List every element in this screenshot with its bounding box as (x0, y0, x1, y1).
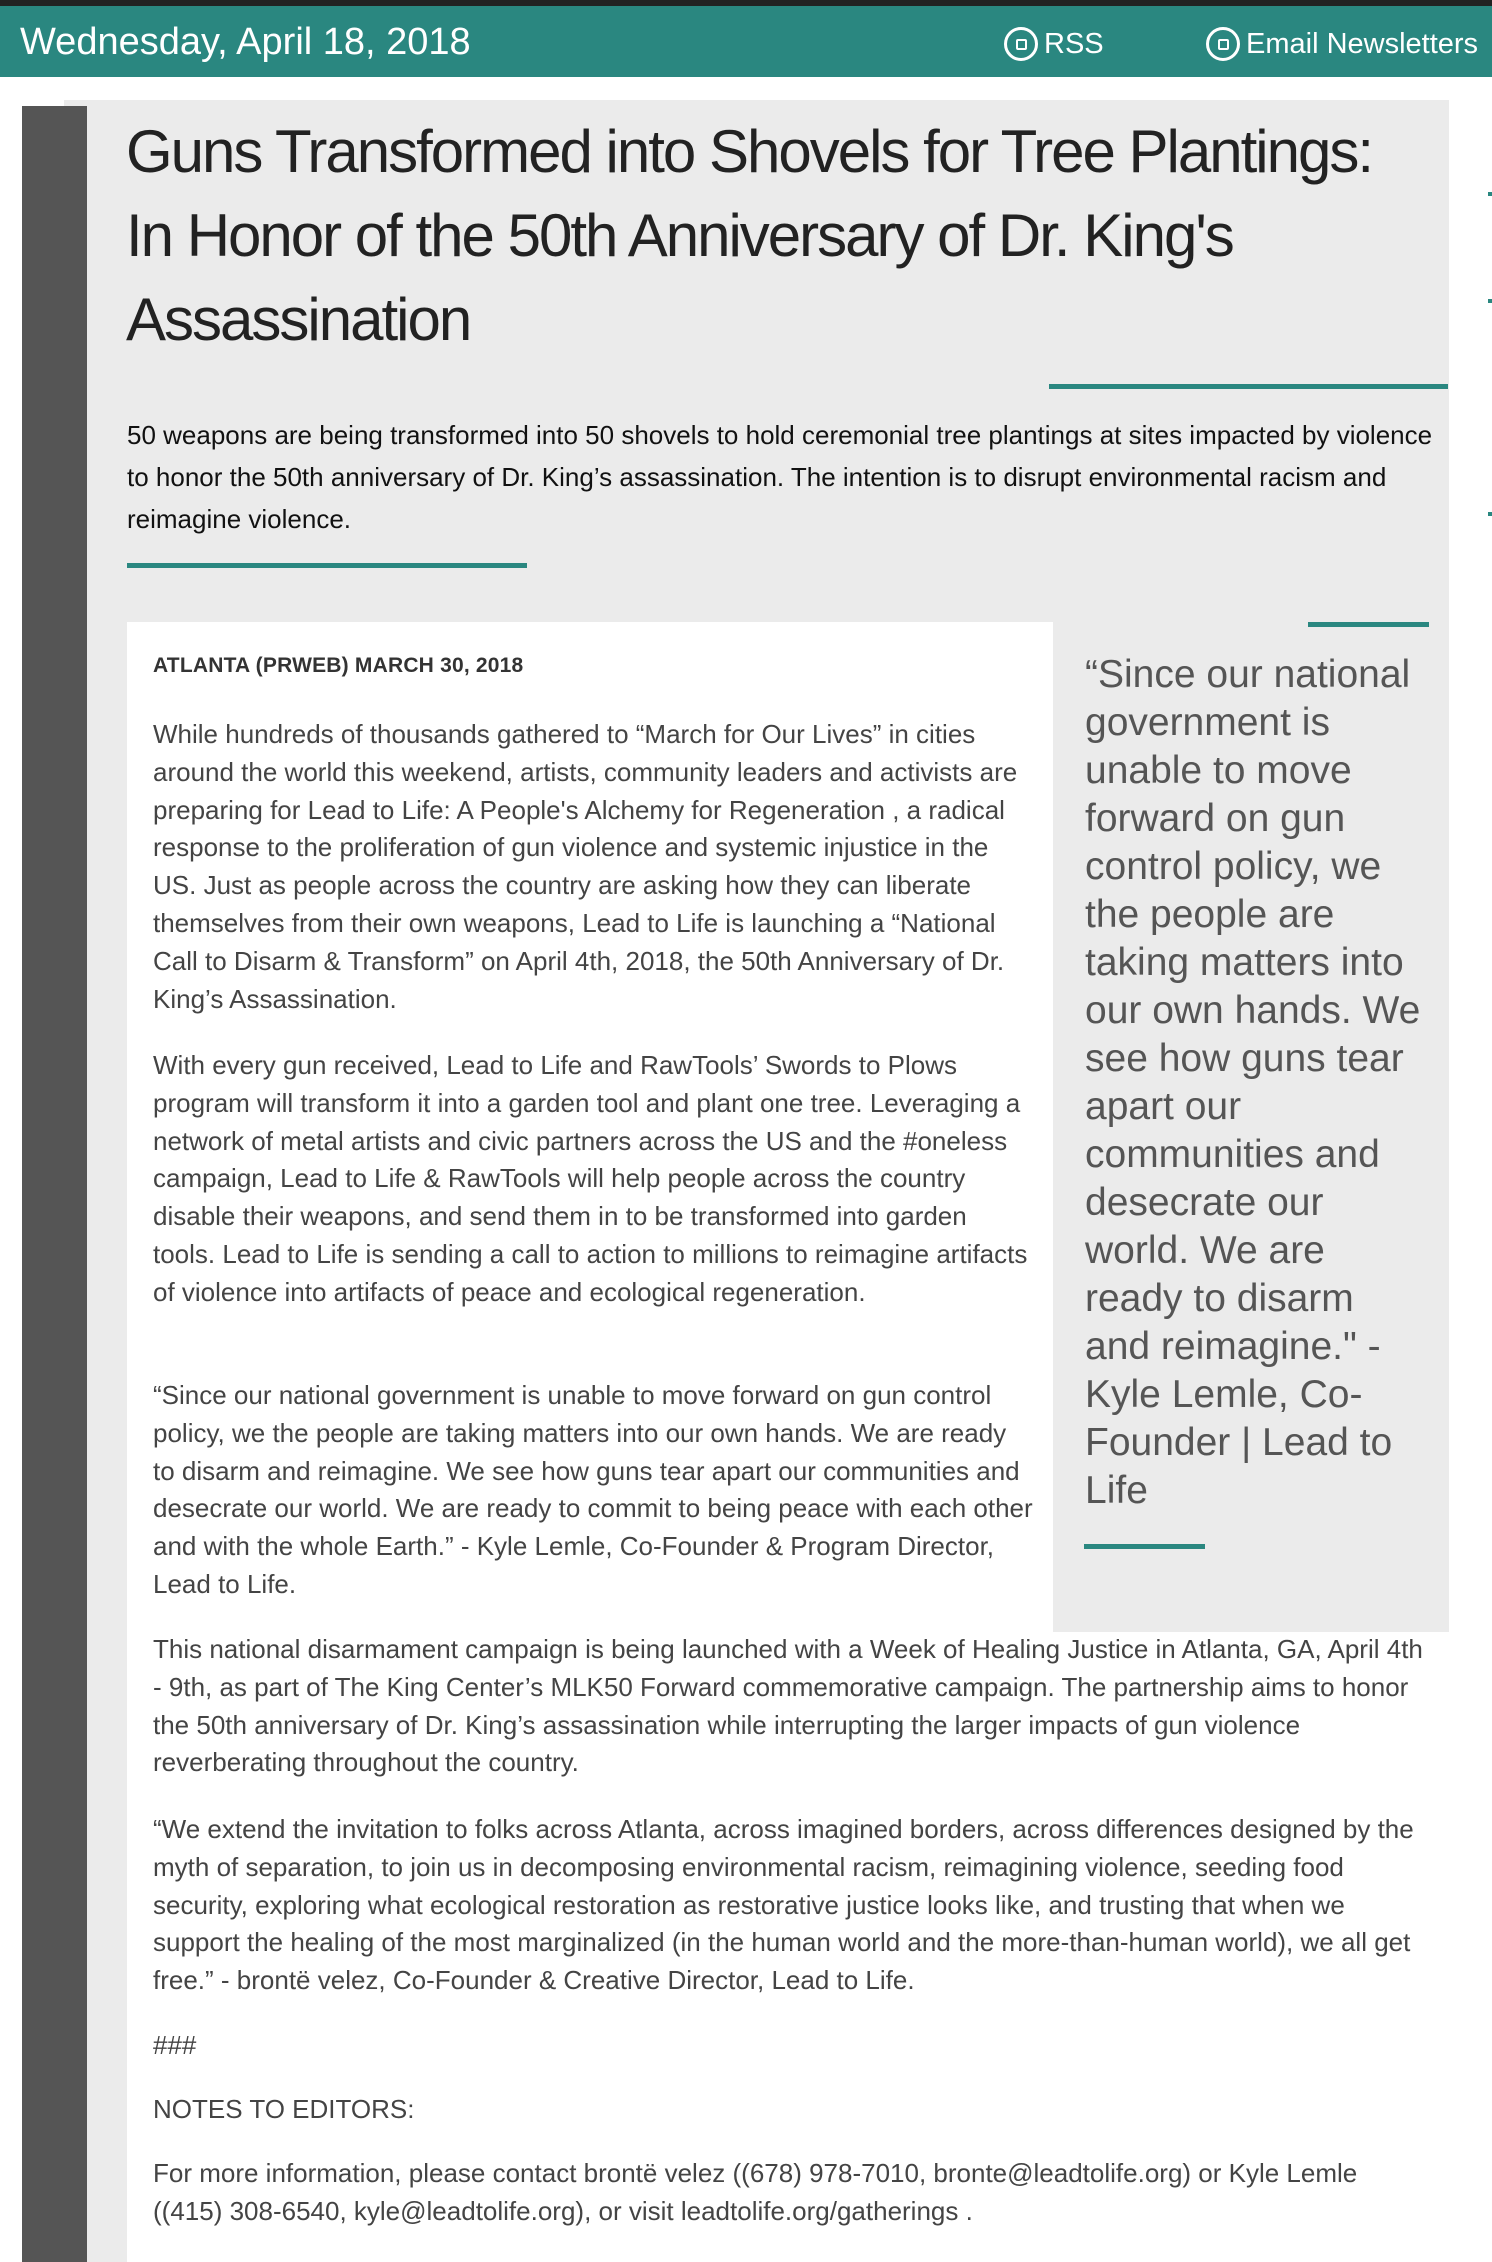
top-bar (0, 6, 1492, 77)
email-newsletters-label: Email Newsletters (1246, 27, 1479, 60)
rss-label: RSS (1044, 27, 1104, 60)
paragraph-3: “Since our national government is unable to move forward on gun control policy, we the people are taking matters into our own hands. We are ready to disarm and reimagine. We see how guns tear apart our communities and desecrate our world. We are ready to commit to being peace with each other and with the whole Earth.” - Kyle Lemle, Co-Founder & Program Director, Lead to Life. (153, 1380, 1033, 1599)
left-accent-bar (22, 106, 87, 2262)
quote-top-rule (1308, 622, 1429, 627)
article-title: Guns Transformed into Shovels for Tree Plantings: In Honor of the 50th Anniversary of Dr. King's Assassination (126, 118, 1372, 353)
rss-icon (1004, 27, 1038, 61)
title-divider (1049, 384, 1448, 389)
paragraph-4: This national disarmament campaign is being launched with a Week of Healing Justice in Atlanta, GA, April 4th - 9th, as part of The King Center’s MLK50 Forward commemorative campaign. The partnership aims to honor the 50th anniversary of Dr. King’s assassination while interrupting the larger impacts of gun violence reverberating throughout the country. (153, 1634, 1423, 1778)
article-dateline: ATLANTA (PRWEB) MARCH 30, 2018 (153, 654, 524, 677)
quote-bottom-rule (1084, 1544, 1205, 1549)
notes-heading: NOTES TO EDITORS: (153, 2094, 415, 2124)
paragraph-separator: ### (153, 2030, 197, 2060)
pull-quote: “Since our national government is unable to move forward on gun control policy, we the people are taking matters into our own hands. We see how guns tear apart our communities and desecrate our world. We are ready to disarm and reimagine." - Kyle Lemle, Co-Founder | Lead to Life (1085, 653, 1421, 1512)
paragraph-5: “We extend the invitation to folks across Atlanta, across imagined borders, across differences designed by the myth of separation, to join us in decomposing environmental racism, reimagining violence, seeding food security, exploring what ecological restoration as restorative justice looks like, and trusting that when we support the healing of the most marginalized (in the human world and the more-than-human world), we all get free.” - brontë velez, Co-Founder & Creative Director, Lead to Life. (153, 1814, 1414, 1996)
current-date: Wednesday, April 18, 2018 (20, 21, 471, 63)
edge-tick-3 (1488, 512, 1492, 516)
edge-tick-1 (1488, 192, 1492, 196)
email-newsletters-link[interactable] (1206, 24, 1478, 64)
summary-divider (127, 563, 527, 568)
paragraph-1: While hundreds of thousands gathered to “March for Our Lives” in cities around the world this weekend, artists, community leaders and activists are preparing for Lead to Life: A People's Alchemy for Regeneration , a radical response to the proliferation of gun violence and systemic injustice in the US. Just as people across the country are asking how they can liberate themselves from their own weapons, Lead to Life is launching a “National Call to Disarm & Transform” on April 4th, 2018, the 50th Anniversary of Dr. King’s Assassination. (153, 719, 1018, 1014)
paragraph-2: With every gun received, Lead to Life and RawTools’ Swords to Plows program will transform it into a garden tool and plant one tree. Leveraging a network of metal artists and civic partners across the US and the #oneless campaign, Lead to Life & RawTools will help people across the country disable their weapons, and send them in to be transformed into garden tools. Lead to Life is sending a call to action to millions to reimagine artifacts of violence into artifacts of peace and ecological regeneration. (153, 1050, 1028, 1307)
email-icon (1206, 27, 1240, 61)
rss-link[interactable] (1004, 24, 1104, 64)
article-summary: 50 weapons are being transformed into 50 shovels to hold ceremonial tree plantings at sites impacted by violence to honor the 50th anniversary of Dr. King’s assassination. The intention is to disrupt environmental racism and reimagine violence. (127, 420, 1433, 534)
edge-tick-2 (1488, 299, 1492, 303)
contact-info: For more information, please contact brontë velez ((678) 978-7010, bronte@leadtolife.org) or Kyle Lemle ((415) 308-6540, kyle@leadtolife.org), or visit leadtolife.org/gatherings . (153, 2158, 1358, 2226)
